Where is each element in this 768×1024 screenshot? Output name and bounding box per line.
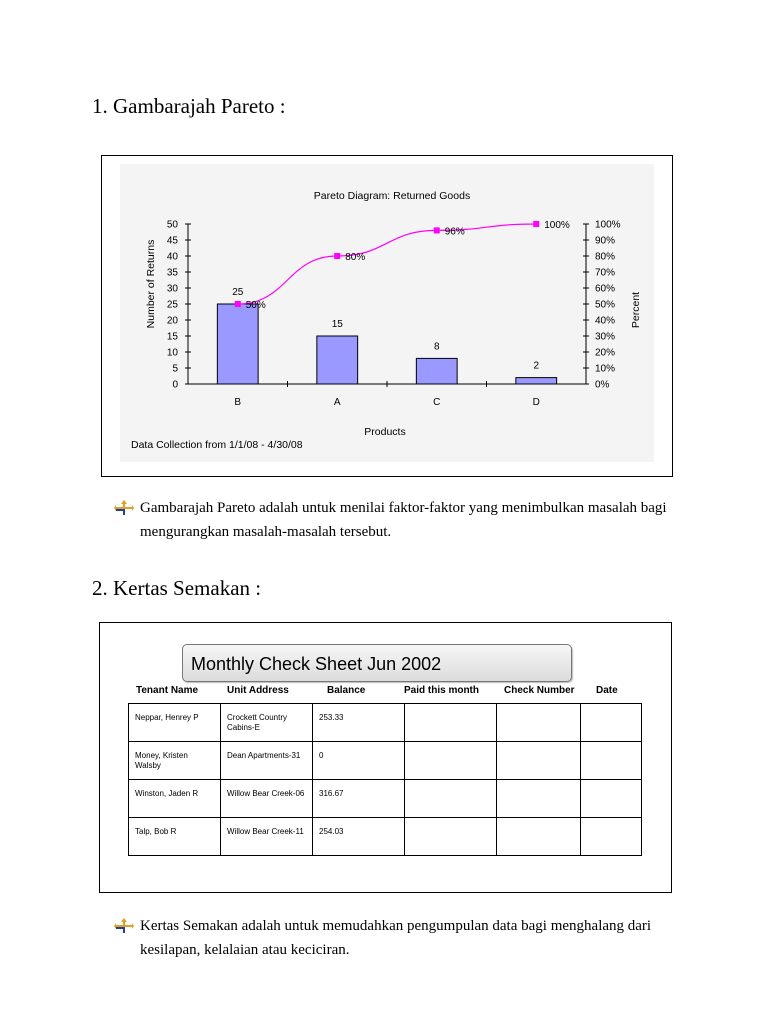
y2-tick-label: 10% <box>595 363 616 375</box>
y2-tick-label: 20% <box>595 347 616 359</box>
bar <box>217 304 258 384</box>
header-balance: Balance <box>327 685 366 696</box>
paid-this-month-cell <box>405 818 497 856</box>
section-1-heading: 1. Gambarajah Pareto : <box>92 94 286 118</box>
table-row <box>129 780 642 818</box>
y2-axis-label: Percent <box>630 291 642 329</box>
check-number-cell <box>497 780 581 818</box>
y-tick-label: 35 <box>166 267 178 279</box>
tenant-name-cell: Talp, Bob R <box>129 818 221 856</box>
chart-background <box>120 164 654 462</box>
check-sheet-title: Monthly Check Sheet Jun 2002 <box>182 644 572 682</box>
y2-tick-label: 40% <box>595 315 616 327</box>
y2-tick-label: 90% <box>595 235 616 247</box>
header-unit-address: Unit Address <box>227 685 289 696</box>
y-tick-label: 30 <box>166 283 178 295</box>
y-axis-label: Number of Returns <box>145 239 157 329</box>
unit-address-cell: Dean Apartments-31 <box>221 742 313 780</box>
y-tick-label: 15 <box>166 331 178 343</box>
bar-data-label: 15 <box>331 319 343 330</box>
check-sheet-frame <box>99 622 672 893</box>
bar-data-label: 2 <box>533 360 540 372</box>
arrow-cross-bullet-icon <box>114 499 134 517</box>
header-paid-this-month: Paid this month <box>404 685 479 696</box>
y-tick-label: 10 <box>166 347 178 359</box>
line-data-label: 50% <box>245 300 266 311</box>
bar <box>317 336 358 384</box>
y-tick-label: 0 <box>172 379 178 391</box>
check-sheet-header-row <box>128 685 644 701</box>
line-point <box>334 253 340 259</box>
bar-data-label: 8 <box>433 341 440 353</box>
y2-tick-label: 50% <box>595 299 616 311</box>
balance-cell: 0 <box>313 742 405 780</box>
table-row <box>129 818 642 856</box>
line-data-label: 80% <box>345 252 366 263</box>
y2-tick-label: 30% <box>595 331 616 343</box>
arrow-cross-bullet-icon <box>114 917 134 935</box>
paid-this-month-cell <box>405 742 497 780</box>
line-point <box>434 227 440 233</box>
date-cell <box>581 780 642 818</box>
balance-cell: 253.33 <box>313 704 405 742</box>
y-tick-label: 5 <box>172 363 178 375</box>
paid-this-month-cell <box>405 704 497 742</box>
y2-tick-label: 80% <box>595 251 616 263</box>
table-row <box>129 704 642 742</box>
x-tick-label: A <box>333 397 341 408</box>
x-tick-label: D <box>532 397 540 408</box>
line-data-label: 96% <box>444 226 465 238</box>
x-tick-label: B <box>234 397 242 408</box>
y-tick-label: 40 <box>166 251 178 263</box>
x-axis-label: Products <box>364 426 406 438</box>
header-check-number: Check Number <box>504 685 575 696</box>
y2-tick-label: 60% <box>595 283 616 295</box>
line-point <box>235 301 241 307</box>
tenant-name-cell: Neppar, Henrey P <box>129 704 221 742</box>
x-tick-label: C <box>433 397 441 408</box>
y2-tick-label: 100% <box>595 219 621 231</box>
balance-cell: 254.03 <box>313 818 405 856</box>
unit-address-cell: Willow Bear Creek-06 <box>221 780 313 818</box>
pareto-chart <box>120 164 654 462</box>
tenant-name-cell: Money, Kristen Walsby <box>129 742 221 780</box>
date-cell <box>581 818 642 856</box>
y2-tick-label: 0% <box>595 379 610 391</box>
unit-address-cell: Crockett Country Cabins-E <box>221 704 313 742</box>
line-data-label: 100% <box>544 220 570 231</box>
check-sheet-description-text: Kertas Semakan adalah untuk memudahkan pengumpulan data bagi menghalang dari kesilapan, kelalaian atau keciciran. <box>140 918 652 958</box>
check-number-cell <box>497 704 581 742</box>
date-cell <box>581 704 642 742</box>
chart-title: Pareto Diagram: Returned Goods <box>313 190 471 202</box>
bar <box>416 358 457 384</box>
line-point <box>533 221 539 227</box>
y-tick-label: 20 <box>166 315 178 327</box>
section-2-heading: 2. Kertas Semakan : <box>92 576 262 600</box>
y-tick-label: 45 <box>166 235 178 247</box>
chart-footnote: Data Collection from 1/1/08 - 4/30/08 <box>131 439 303 451</box>
y2-tick-label: 70% <box>595 267 616 279</box>
date-cell <box>581 742 642 780</box>
unit-address-cell: Willow Bear Creek-11 <box>221 818 313 856</box>
y-tick-label: 25 <box>166 299 178 311</box>
bar-data-label: 25 <box>232 287 244 298</box>
check-number-cell <box>497 742 581 780</box>
table-row <box>129 742 642 780</box>
header-tenant-name: Tenant Name <box>136 685 199 696</box>
y-tick-label: 50 <box>166 219 178 231</box>
header-date: Date <box>596 685 618 696</box>
tenant-name-cell: Winston, Jaden R <box>129 780 221 818</box>
pareto-description-text: Gambarajah Pareto adalah untuk menilai faktor-faktor yang menimbulkan masalah bagi mengurangkan masalah-masalah tersebut. <box>140 500 667 540</box>
pareto-chart-frame <box>101 155 673 477</box>
check-number-cell <box>497 818 581 856</box>
pareto-description <box>114 496 694 544</box>
balance-cell: 316.67 <box>313 780 405 818</box>
paid-this-month-cell <box>405 780 497 818</box>
check-sheet-table <box>128 703 642 856</box>
check-sheet-description <box>114 914 694 962</box>
bar <box>516 378 557 384</box>
